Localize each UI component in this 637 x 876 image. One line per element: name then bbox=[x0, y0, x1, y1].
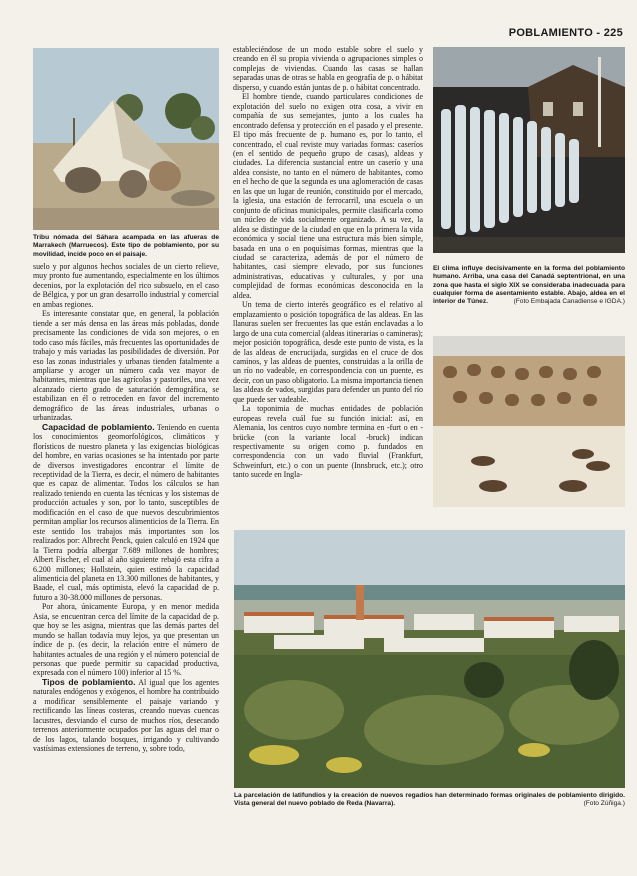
left-column bbox=[33, 262, 219, 754]
canada-house-photo bbox=[433, 47, 625, 253]
heading-tipos: Tipos de poblamiento. bbox=[42, 676, 136, 687]
reda-caption bbox=[234, 792, 625, 809]
canada-tunez-caption-text: El clima influye decisivamente en la forma del poblamiento humano. Arriba, una casa del Canadá septentrional, en una zona que hasta el siglo XIX se consideraba inadecuada para cualquier forma de asentamiento estable. Abajo, aldea en el interior de Túnez. bbox=[433, 265, 625, 306]
reda-caption-text: La parcelación de latifundios y la creación de nuevos regadíos han determinado formas originales de poblamiento dirigido. Vista general del nuevo poblado de Reda (Navarra). bbox=[234, 792, 625, 808]
canada-tunez-caption bbox=[433, 265, 625, 306]
canada-tunez-credit: (Foto Embajada Canadiense e IGDA.) bbox=[513, 298, 625, 306]
left-paragraph-3: Teniendo en cuenta los conocimientos geomorfológicos, climáticos y florísticos de nuestro planeta y las exigencias biológicas del hombre, en varias ocasiones se ha intentado por parte de diversos investigadores encontrar el límite de receptividad de la Tierra, es decir, el número de habitantes que es capaz de alimentar. Todos los cálculos se han realizado teniendo en cuenta las técnicas y los sistemas de producción actuales y son, por lo tanto, susceptibles de modificación en el caso de que nuevos descubrimientos permitan ampliar los recursos alimenticios de la Tierra. En este sentido los trabajos más importantes son los realizados por: Albrecht Penck, quien calculó en 1924 que la Tierra podría albergar 7.689 millones de hombres; Albert Fischer, el cual al año siguiente rebajó esta cifra a 6.200 millones; Hollstein, quien estimó la capacidad alimenticia del planeta en 13.300 millones de habitantes, y Baade, el cual, más optimista, elevó la capacidad de p. futuro a 30-38.000 millones de personas. bbox=[33, 422, 219, 602]
left-paragraph-2: Es interesante constatar que, en general, la población tiende a ser más densa en las áreas más pobladas, donde precisamente las condiciones de vida son mejores, o en todo caso más fáciles, más frecuentes las oportunidades de trabajo y más variadas las posibilidades de diversión. Por eso las zonas industriales y urbanas tienden fatalmente a ampliarse y acoger un número cada vez mayor de habitantes, mientras que las agrícolas y pastoriles, una vez alcanzado cierto grado de saturación demográfica, se estabilizan en él o retroceden en favor del incremento demográfico de las áreas industriales, urbanas o urbanizadas. bbox=[33, 309, 219, 423]
middle-paragraph-1: estableciéndose de un modo estable sobre el suelo y creando en él su propia vivienda o agrupaciones simples o complejas de viviendas. Cuando las casas se hallan separadas unas de otras se habla en geografía de p. o hábitat disperso, y cuando están juntas de p. o hábitat concentrado. bbox=[233, 45, 423, 92]
middle-paragraph-2: El hombre tiende, cuando particulares condiciones de explotación del suelo no exigen otra cosa, a vivir en compañía de sus semejantes, junto a los cuales ha encontrado defensa y protección en el pasado y el presente. El tipo más frecuente de p. humano es, por lo tanto, el concentrado, el cual reviste muy variadas formas: caseríos (en el sentido de pequeño grupo de casas), aldeas y ciudades. La diferencia sustancial entre un caserío y una aldea consiste, no tanto en el número de habitantes, como en el hecho de que la segunda es una aglomeración de casas en las que un lugar de reunión, constituido por el mercado, la iglesia, una estación de ferrocarril, una escuela o un conjunto de oficinas municipales, permite clasificarla como un núcleo de vida socialmente organizado. A su vez, la aldea se distingue de la ciudad en que en la primera la vida económica y social tiene una estructura más bien simple, basada en una o en poquísimas formas, mientras que la ciudad se caracteriza, además de por el número de habitantes, casi siempre elevado, por sus funciones administrativas, educativas y culturales, y por una complejidad de formas económicas desconocida en la aldea. bbox=[233, 92, 423, 300]
page-header: POBLAMIENTO - 225 bbox=[508, 27, 623, 39]
left-paragraph-1: suelo y por algunos hechos sociales de un cierto relieve, muy pronto fue aumentando, especialmente en los últimos decenios, por la explotación del rico subsuelo, en el caso de Bélgica, y por un gran desarrollo industrial y comercial en ambas regiones. bbox=[33, 262, 219, 309]
middle-column bbox=[233, 45, 423, 480]
left-paragraph-5: Al igual que los agentes naturales endógenos y exógenos, el hombre ha contribuido a modificar sensiblemente el paisaje variando y rectificando las líneas costeras, creando nuevas cuencas lacustres, desviando el curso de muchos ríos, desecando terrenos anteriormente ocupados por las aguas del mar o de los lagos, talando bosques, irrigando y cultivando vastísimas extensiones de terreno, y, sobre todo, bbox=[33, 677, 219, 754]
tent-photo bbox=[33, 48, 219, 230]
reda-credit: (Foto Zúñiga.) bbox=[583, 800, 625, 808]
left-paragraph-4: Por ahora, únicamente Europa, y en menor medida Asia, se encuentran cerca del límite de la capacidad de p. que hoy se les asigna, mientras que las demás partes del mundo se hallan todavía muy lejos, ya que presentan un índice de p. (es decir, la relación entre el número de habitantes actuales de una región y el número potencial de personas que puede permitir su capacidad productiva, expresada con el número 100) inferior al 15 %. bbox=[33, 602, 219, 678]
heading-capacidad: Capacidad de poblamiento. bbox=[42, 421, 155, 432]
middle-paragraph-3: Un tema de cierto interés geográfico es el relativo al emplazamiento o posición topográfica de las aldeas. En las llanuras suelen ser frecuentes las que están enclavadas a lo largo de una cuta comercial (aldeas itinerarias o camineras); mejor posición topográfica, desde este punto de vista, es la de las aldeas de encrucijada, surgidas en el cruce de dos caminos, y las aldeas de puentes, construidas a la orilla de un río no vadeable, en correspondencia con un puente, es decir, con un paso obligatorio. La misma importancia tienen las aldeas de vados, surgidas para defender un punto del río que puede ser vadeable. bbox=[233, 300, 423, 404]
tent-caption: Tribu nómada del Sáhara acampada en las afueras de Marrakech (Marruecos). Este tipo de poblamiento, por su movilidad, incide poco en el paisaje. bbox=[33, 234, 219, 258]
middle-paragraph-4: La toponimia de muchas entidades de población europeas revela cuál fue su función inicial: así, en Alemania, los centros cuyo nombre termina en -furt o en -brücke (con la variante local -bruck) indican respectivamente su origen como p. fundados en correspondencia con un vado fluvial (Frankfurt, Schweinfurt, etc.) o con un puente (Innsbruck, etc.); otro tanto sucede en Ingla- bbox=[233, 404, 423, 480]
tunisia-village-photo bbox=[433, 336, 625, 507]
reda-village-photo bbox=[234, 530, 625, 788]
